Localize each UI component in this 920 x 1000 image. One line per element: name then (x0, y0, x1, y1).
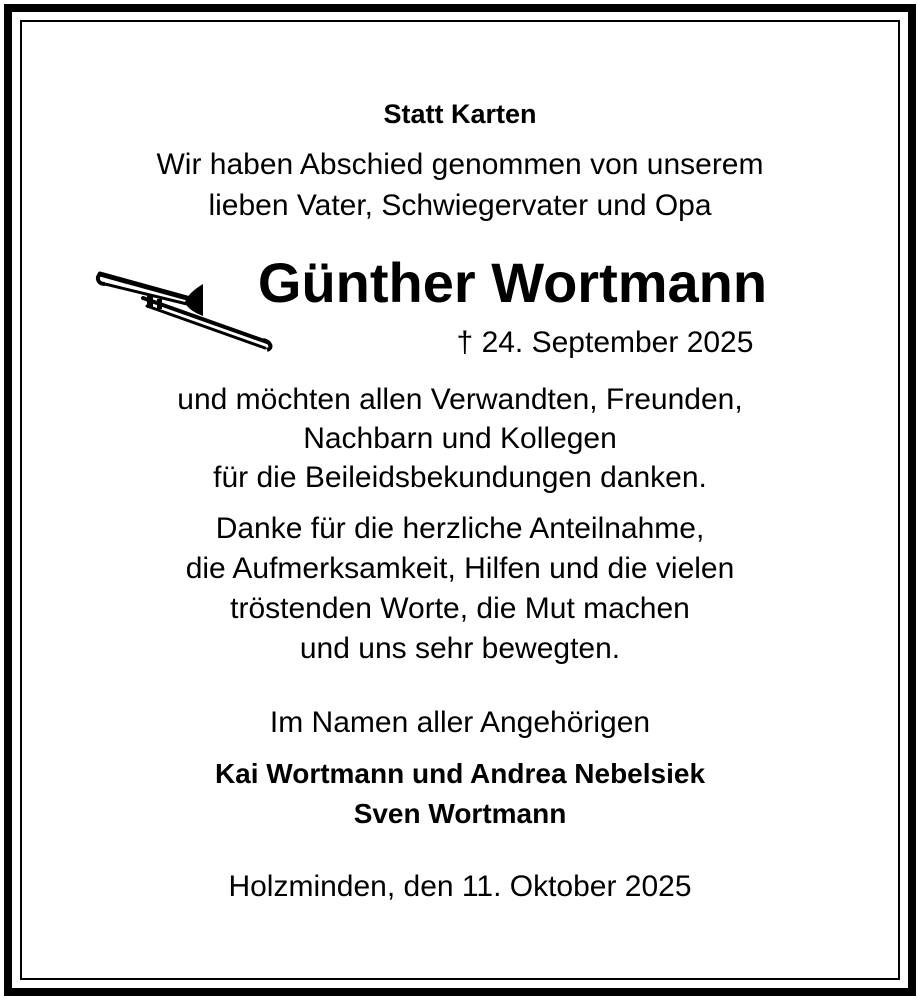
death-date: † 24. September 2025 (456, 326, 754, 359)
gratitude-line-2: die Aufmerksamkeit, Hilfen und die vielen (185, 552, 735, 585)
intro-line-1: Wir haben Abschied genommen von unserem (156, 148, 764, 181)
heading: Statt Karten (383, 99, 537, 129)
on-behalf: Im Namen aller Angehörigen (269, 706, 651, 739)
thanks-line-3: für die Beileidsbekundungen danken. (213, 461, 707, 494)
signer-1: Kai Wortmann und Andrea Nebelsiek (214, 758, 706, 789)
place-date: Holzminden, den 11. Oktober 2025 (228, 870, 692, 903)
gratitude-line-4: und uns sehr bewegten. (299, 632, 621, 665)
thanks-line-1: und möchten allen Verwandten, Freunden, (177, 383, 743, 416)
signer-2: Sven Wortmann (353, 798, 567, 829)
thanks-line-2: Nachbarn und Kollegen (303, 422, 617, 455)
deceased-name: Günther Wortmann (257, 251, 768, 314)
gratitude-line-3: tröstenden Worte, die Mut machen (230, 592, 690, 625)
intro-line-2: lieben Vater, Schwiegervater und Opa (208, 189, 712, 222)
gratitude-line-1: Danke für die herzliche Anteilnahme, (215, 512, 705, 545)
